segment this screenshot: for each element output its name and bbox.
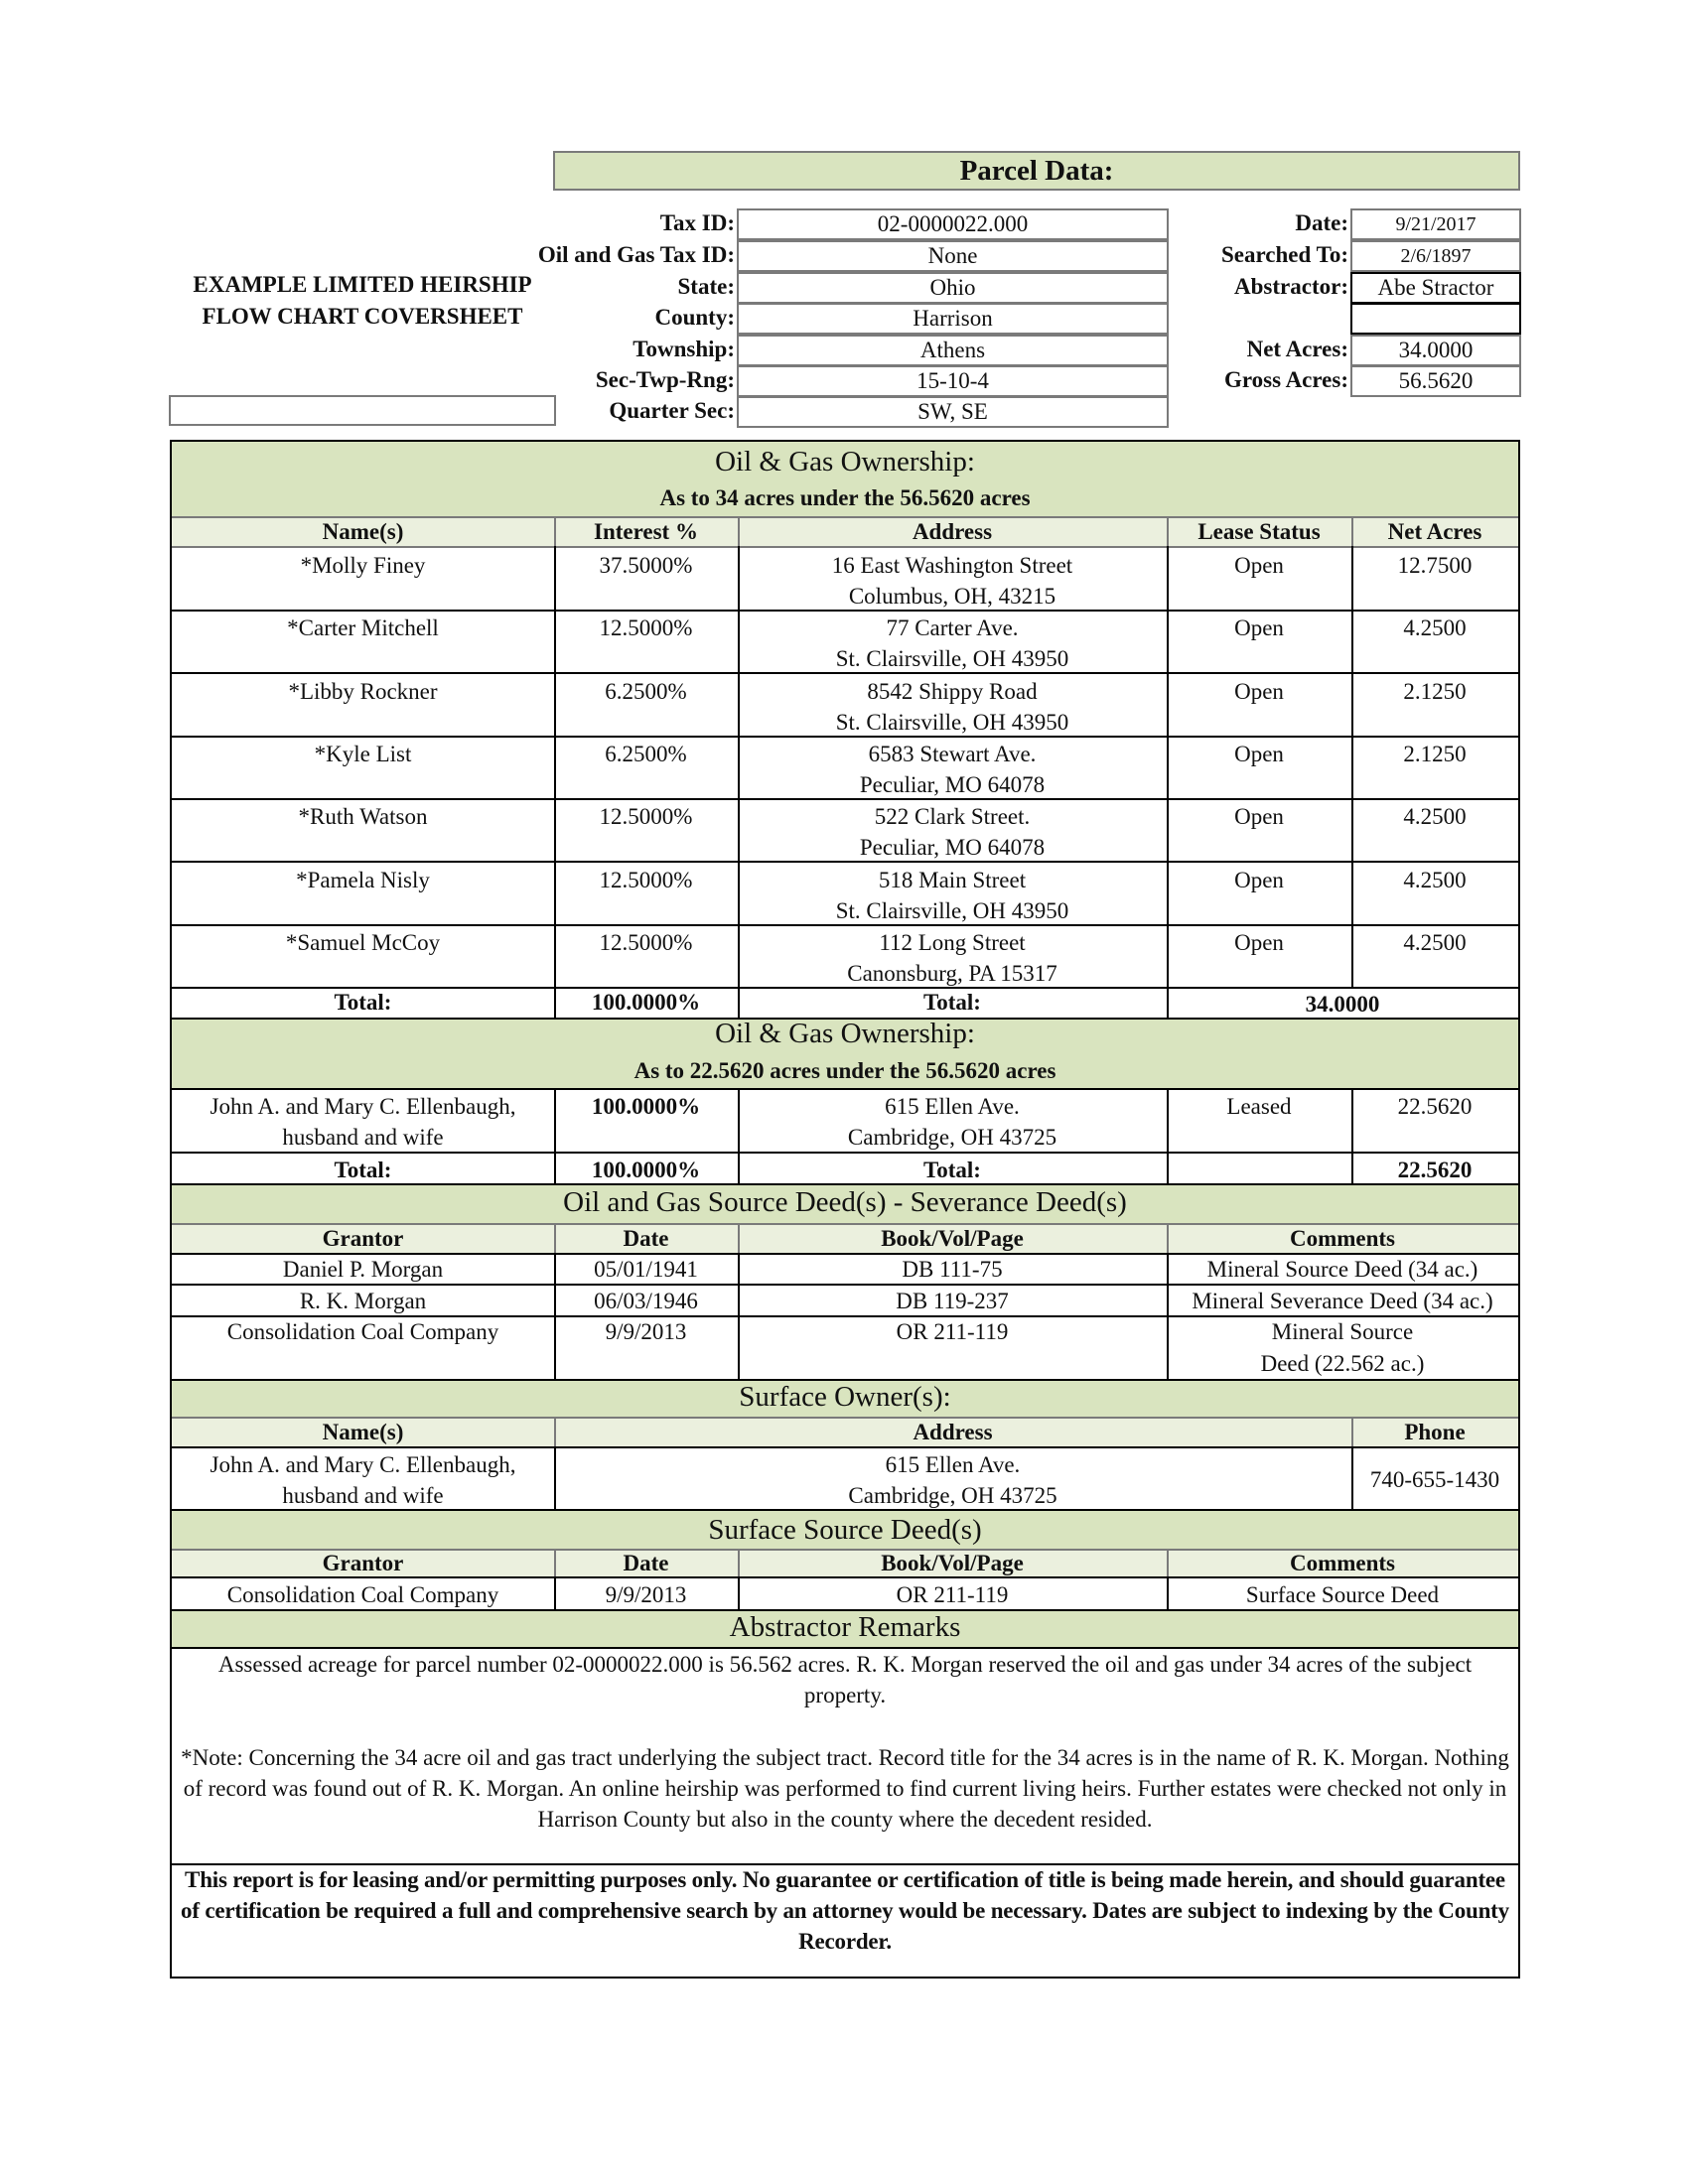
og1-row-address-line2: St. Clairsville, OH 43950 (835, 898, 1069, 923)
og1-row-acres: 4.2500 (1403, 804, 1467, 829)
og1-title: Oil & Gas Ownership: (715, 446, 975, 478)
og1-row-address-line2: St. Clairsville, OH 43950 (835, 710, 1069, 735)
og1-row-status: Open (1234, 742, 1284, 766)
surface-header-address: Address (913, 1420, 993, 1444)
surface-source-row-grantor: Consolidation Coal Company (226, 1582, 499, 1607)
og1-row-interest: 12.5000% (599, 804, 693, 829)
date-value: 9/21/2017 (1350, 208, 1521, 240)
surface-row-address-line1: 615 Ellen Ave. (885, 1452, 1021, 1477)
og1-row-acres: 2.1250 (1403, 679, 1467, 704)
surface-row-name-line2: husband and wife (282, 1483, 444, 1508)
source-header-book: Book/Vol/Page (881, 1226, 1024, 1251)
og1-row-name: *Kyle List (314, 742, 412, 766)
net-acres-value: 34.0000 (1350, 335, 1521, 366)
township-value: Athens (737, 335, 1169, 366)
og1-row-interest: 6.2500% (605, 679, 687, 704)
surface-source-header-comments: Comments (1289, 1551, 1396, 1575)
og1-row-interest: 37.5000% (599, 553, 693, 578)
og1-row-address-line1: 112 Long Street (879, 930, 1026, 955)
gross-acres-value: 56.5620 (1350, 365, 1521, 397)
og1-row-address-line2: St. Clairsville, OH 43950 (835, 646, 1069, 671)
source-header-date: Date (623, 1226, 669, 1251)
og1-row-address-line2: Peculiar, MO 64078 (859, 772, 1046, 797)
og2-row-interest: 100.0000% (591, 1094, 701, 1119)
state-value: Ohio (737, 272, 1169, 304)
source-header-grantor: Grantor (322, 1226, 404, 1251)
surface-source-row-book: OR 211-119 (896, 1582, 1009, 1607)
og1-row-address-line2: Columbus, OH, 43215 (848, 584, 1056, 609)
cover-title-line-2: FLOW CHART COVERSHEET (202, 304, 523, 329)
source-header-comments: Comments (1289, 1226, 1396, 1251)
source-row-book: DB 111-75 (902, 1257, 1003, 1282)
surface-header-phone: Phone (1404, 1420, 1466, 1444)
source-row-comment-line1: Mineral Source (1271, 1319, 1414, 1344)
source-row-grantor: Consolidation Coal Company (226, 1319, 499, 1344)
og1-row-name: *Libby Rockner (288, 679, 438, 704)
og2-row-name-line2: husband and wife (282, 1125, 444, 1150)
og1-row-interest: 6.2500% (605, 742, 687, 766)
abstractor-remarks-title: Abstractor Remarks (729, 1611, 961, 1643)
label-date: Date: (1295, 210, 1348, 235)
label-abstractor: Abstractor: (1234, 274, 1348, 299)
og1-row-acres: 2.1250 (1403, 742, 1467, 766)
og1-row-status: Open (1234, 804, 1284, 829)
cover-title-line-1: EXAMPLE LIMITED HEIRSHIP (193, 272, 532, 297)
og1-row-interest: 12.5000% (599, 868, 693, 892)
og1-header-address: Address (912, 519, 993, 544)
abstractor-blank-field (1350, 303, 1521, 335)
og1-row-acres: 4.2500 (1403, 615, 1467, 640)
og1-row-status: Open (1234, 930, 1284, 955)
source-row-date: 9/9/2013 (605, 1319, 687, 1344)
og1-row-name: *Carter Mitchell (287, 615, 439, 640)
og1-row-status: Open (1234, 868, 1284, 892)
og1-row-address-line1: 6583 Stewart Ave. (868, 742, 1037, 766)
label-net-acres: Net Acres: (1246, 337, 1348, 361)
og1-header-lease-status: Lease Status (1197, 519, 1321, 544)
surface-source-row-date: 9/9/2013 (605, 1582, 687, 1607)
og1-row-name: *Ruth Watson (298, 804, 428, 829)
og1-row-acres: 12.7500 (1397, 553, 1473, 578)
og1-row-name: *Samuel McCoy (285, 930, 441, 955)
surface-source-header-date: Date (623, 1551, 669, 1575)
og2-row-acres: 22.5620 (1397, 1094, 1473, 1119)
og1-row-status: Open (1234, 679, 1284, 704)
abstractor-value: Abe Stractor (1350, 272, 1521, 304)
label-sec-twp-rng: Sec-Twp-Rng: (595, 367, 735, 392)
og2-row-name-line1: John A. and Mary C. Ellenbaugh, (210, 1094, 516, 1119)
source-row-comment: Mineral Severance Deed (34 ac.) (1192, 1289, 1493, 1313)
sec-twp-rng-value: 15-10-4 (737, 365, 1169, 397)
og1-row-name: *Molly Finey (300, 553, 426, 578)
og1-row-status: Open (1234, 615, 1284, 640)
label-quarter-sec: Quarter Sec: (609, 398, 735, 423)
og1-header-names: Name(s) (322, 519, 404, 544)
og1-row-address-line1: 8542 Shippy Road (867, 679, 1038, 704)
og1-total-label: Total: (334, 990, 392, 1015)
source-row-comment: Mineral Source Deed (34 ac.) (1206, 1257, 1478, 1282)
og2-row-address-line1: 615 Ellen Ave. (885, 1094, 1020, 1119)
source-row-book: OR 211-119 (896, 1319, 1009, 1344)
og1-total-acres: 34.0000 (1305, 992, 1380, 1017)
og1-row-address-line2: Peculiar, MO 64078 (859, 835, 1046, 860)
og2-row-address-line2: Cambridge, OH 43725 (847, 1125, 1057, 1150)
og1-row-address-line1: 522 Clark Street. (874, 804, 1031, 829)
oil-gas-tax-id-value: None (737, 240, 1169, 272)
og1-row-acres: 4.2500 (1403, 930, 1467, 955)
source-deeds-title: Oil and Gas Source Deed(s) - Severance Deed(s) (563, 1186, 1127, 1218)
og2-total-interest: 100.0000% (591, 1158, 701, 1182)
surface-row-address-line2: Cambridge, OH 43725 (848, 1483, 1057, 1508)
surface-owner-title: Surface Owner(s): (739, 1381, 951, 1413)
og2-row-status: Leased (1226, 1094, 1292, 1119)
og1-row-address-line1: 518 Main Street (878, 868, 1027, 892)
source-row-book: DB 119-237 (896, 1289, 1009, 1313)
og2-subtitle: As to 22.5620 acres under the 56.5620 acres (633, 1058, 1056, 1083)
source-row-grantor: Daniel P. Morgan (282, 1257, 444, 1282)
source-row-grantor: R. K. Morgan (299, 1289, 427, 1313)
og2-title: Oil & Gas Ownership: (715, 1018, 975, 1049)
label-county: County: (654, 305, 735, 330)
og1-row-interest: 12.5000% (599, 615, 693, 640)
source-row-date: 05/01/1941 (594, 1257, 698, 1282)
og1-header-net-acres: Net Acres (1387, 519, 1482, 544)
disclaimer: This report is for leasing and/or permitting purposes only. No guarantee or certification of title is being made herein, and should guarantee of certification be required a full and comprehensive search by an attorney would be necessary. Dates are subject to indexing by the County Recorder. (181, 1867, 1509, 1954)
og1-row-address-line2: Canonsburg, PA 15317 (847, 961, 1057, 986)
surface-source-title: Surface Source Deed(s) (708, 1514, 982, 1546)
label-township: Township: (633, 337, 735, 361)
og1-total-label-2: Total: (923, 990, 981, 1015)
og1-header-interest: Interest % (594, 519, 698, 544)
label-tax-id: Tax ID: (659, 210, 735, 235)
label-oil-gas-tax-id: Oil and Gas Tax ID: (537, 242, 735, 267)
surface-source-row-comment: Surface Source Deed (1245, 1582, 1440, 1607)
og1-row-status: Open (1234, 553, 1284, 578)
og1-row-address-line1: 77 Carter Ave. (886, 615, 1019, 640)
surface-source-header-grantor: Grantor (322, 1551, 404, 1575)
og1-row-interest: 12.5000% (599, 930, 693, 955)
source-row-date: 06/03/1946 (594, 1289, 698, 1313)
quarter-sec-value: SW, SE (737, 396, 1169, 428)
label-searched-to: Searched To: (1220, 242, 1348, 267)
label-gross-acres: Gross Acres: (1224, 367, 1348, 392)
og1-row-acres: 4.2500 (1403, 868, 1467, 892)
surface-source-header-book: Book/Vol/Page (881, 1551, 1024, 1575)
og2-total-label: Total: (334, 1158, 392, 1182)
og1-subtitle: As to 34 acres under the 56.5620 acres (659, 485, 1031, 510)
searched-to-value: 2/6/1897 (1350, 240, 1521, 272)
remarks-paragraph-2: *Note: Concerning the 34 acre oil and gas tract underlying the subject tract. Record title for the 34 acres is in the name of R. K. Morgan. Nothing of record was found out of R. K. Morgan. An online heirship was performed to find current living heirs. Further estates were checked not only in Harrison County but also in the county where the decedent resided. (181, 1745, 1509, 1832)
og2-total-acres: 22.5620 (1397, 1158, 1473, 1182)
tax-id-value: 02-0000022.000 (737, 208, 1169, 240)
report-table (170, 440, 1520, 1979)
surface-row-name-line1: John A. and Mary C. Ellenbaugh, (210, 1452, 516, 1477)
parcel-data-heading-box (553, 151, 1520, 191)
label-state: State: (677, 274, 735, 299)
og1-row-address-line1: 16 East Washington Street (831, 553, 1073, 578)
surface-header-names: Name(s) (322, 1420, 404, 1444)
og2-total-label-2: Total: (923, 1158, 981, 1182)
remarks-paragraph-1: Assessed acreage for parcel number 02-0000022.000 is 56.562 acres. R. K. Morgan reserved the oil and gas under 34 acres of the subject property. (217, 1652, 1473, 1707)
parcel-data-heading: Parcel Data: (959, 155, 1114, 187)
surface-row-phone: 740-655-1430 (1369, 1467, 1500, 1492)
county-value: Harrison (737, 303, 1169, 335)
og1-total-interest: 100.0000% (591, 990, 701, 1015)
source-row-comment-line2: Deed (22.562 ac.) (1260, 1351, 1425, 1376)
og1-row-name: *Pamela Nisly (296, 868, 430, 892)
